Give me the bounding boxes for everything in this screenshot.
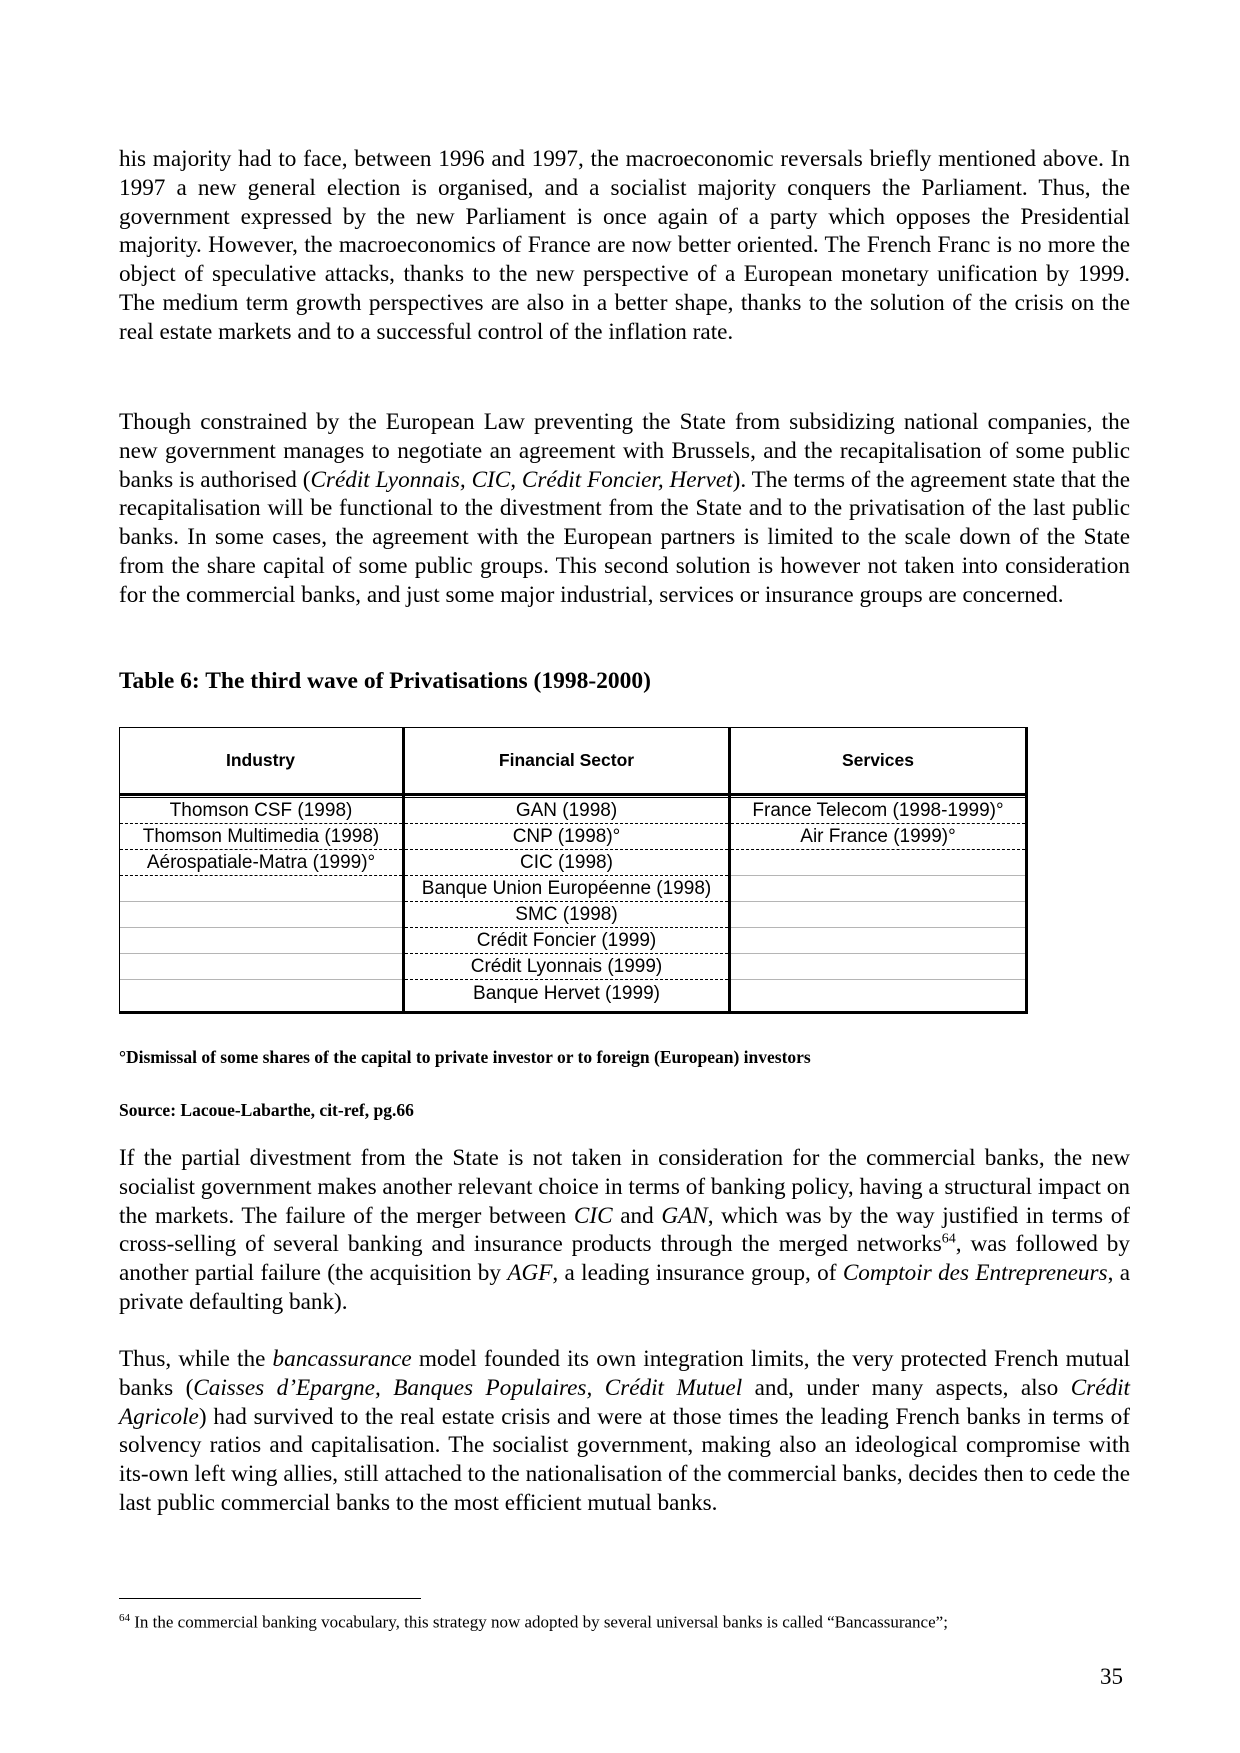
paragraph-4: Thus, while the bancassurance model founded its own integration limits, the very protected French mutual banks (Caisses d’Epargne, Banques Populaires, Crédit Mutuel and, under many aspects, also Crédit Agricole) had survived to the real estate crisis and were at those times the leading French banks in terms of solvency ratios and capitalisation. The socialist government, making also an ideological compromise with its-own left wing allies, still attached to the nationalisation of the commercial banks, decides then to cede the last public commercial banks to the most efficient mutual banks. <box>119 1346 1131 1516</box>
paragraph-2: Though constrained by the European Law preventing the State from subsidizing national companies, the new government manages to negotiate an agreement with Brussels, and the recapitalisation of some public banks is authorised (Crédit Lyonnais, CIC, Crédit Foncier, Hervet). The terms of the agreement state that the recapitalisation will be functional to the divestment from the State and to the privatisation of the last public banks. In some cases, the agreement with the European partners is limited to the scale down of the State from the share capital of some public groups. This second solution is however not taken into consideration for the commercial banks, and just some major industrial, services or insurance groups are concerned. <box>119 409 1130 608</box>
table-cell: SMC (1998) <box>405 902 728 928</box>
table-title: Table 6: The third wave of Privatisations (1998-2000) <box>119 668 652 694</box>
table-cell: Air France (1999)° <box>731 824 1025 850</box>
table-cell: Banque Union Européenne (1998) <box>405 876 728 902</box>
industry-column <box>120 798 402 980</box>
page-number: 35 <box>1100 1664 1123 1689</box>
header-services: Services <box>841 749 914 770</box>
table-note: °Dismissal of some shares of the capital to private investor or to foreign (European) investors <box>119 1047 811 1067</box>
footnote-divider <box>119 1598 421 1599</box>
paragraph-1: his majority had to face, between 1996 and 1997, the macroeconomic reversals briefly mentioned above. In 1997 a new general election is organised, and a socialist majority conquers the Parliament. Thus, the government expressed by the new Parliament is once again of a party which opposes the Presidential majority. However, the macroeconomics of France are now better oriented. The French Franc is no more the object of speculative attacks, thanks to the new perspective of a European monetary unification by 1999. The medium term growth perspectives are also in a better shape, thanks to the solution of the crisis on the real estate markets and to a successful control of the inflation rate. <box>119 146 1130 345</box>
footnote: $^{64}$ In the commercial banking vocabulary, this strategy now adopted by several universal banks is called “Bancassurance”; <box>119 1612 948 1632</box>
header-financial-sector: Financial Sector <box>498 749 635 770</box>
footnote-number: 64 <box>119 1612 130 1624</box>
table-cell: Thomson Multimedia (1998) <box>120 824 402 850</box>
table-cell: Crédit Lyonnais (1999) <box>405 954 728 980</box>
table-source: Source: Lacoue-Labarthe, cit-ref, pg.66 <box>119 1100 414 1120</box>
table-cell: Thomson CSF (1998) <box>120 798 402 824</box>
table-cell: Crédit Foncier (1999) <box>405 928 728 954</box>
paragraph-3: If the partial divestment from the State is not taken in consideration for the commercial banks, the new socialist government makes another relevant choice in terms of banking policy, having a structural impact on the markets. The failure of the merger between CIC and GAN, which was by the way justified in terms of cross-selling of several banking and insurance products through the merged networks$^{64}$, was followed by another partial failure (the acquisition by AGF, a leading insurance group, of Comptoir des Entrepreneurs, a private defaulting bank). <box>119 1145 1131 1315</box>
table-cell: France Telecom (1998-1999)° <box>731 798 1025 824</box>
header-industry: Industry <box>225 749 296 770</box>
privatisation-table <box>119 727 1028 1014</box>
services-column <box>731 798 1025 980</box>
table-cell: CIC (1998) <box>405 850 728 876</box>
footnote-reference[interactable]: 64 <box>941 1231 956 1247</box>
financial-column <box>405 798 728 1006</box>
table-cell: Banque Hervet (1999) <box>473 983 660 1004</box>
table-cell: Aérospatiale-Matra (1999)° <box>120 850 402 876</box>
table-cell: CNP (1998)° <box>405 824 728 850</box>
table-cell: GAN (1998) <box>405 798 728 824</box>
